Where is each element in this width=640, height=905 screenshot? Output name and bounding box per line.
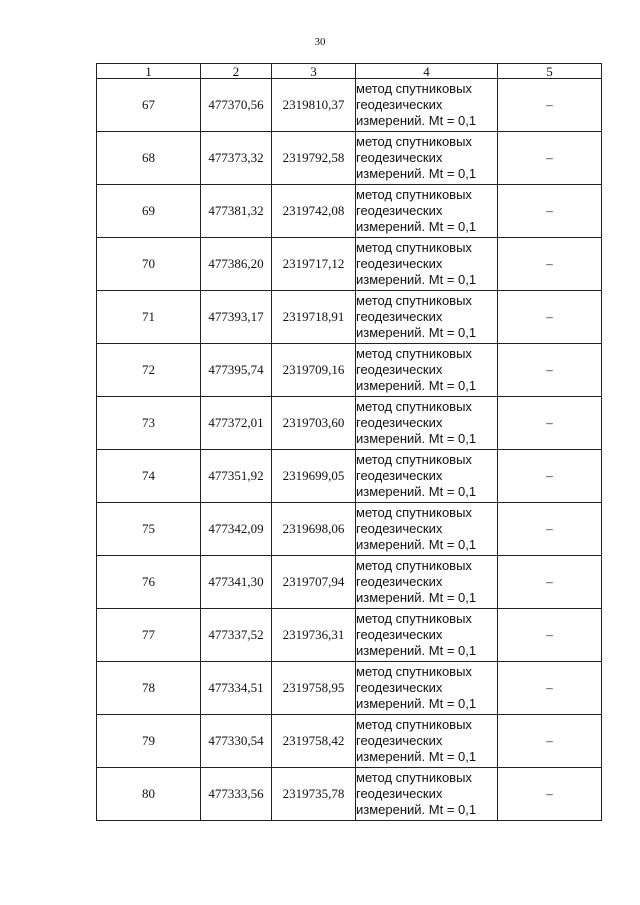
coordinate-y-text: 2319717,12 (282, 256, 345, 271)
method-line-1: метод спутниковых (356, 81, 472, 96)
table-row (97, 609, 602, 662)
table-row (97, 238, 602, 291)
method-line-2: геодезических (356, 468, 443, 483)
coordinate-x-text: 477373,32 (208, 150, 264, 165)
method-line-2: геодезических (356, 627, 443, 642)
point-number (97, 238, 201, 291)
method-line-3: измерений. Mt = 0,1 (356, 537, 477, 552)
table-row (97, 556, 602, 609)
method-description (356, 238, 498, 291)
coordinate-y-text: 2319758,95 (282, 680, 345, 695)
point-number-text: 77 (142, 627, 155, 642)
method-line-1: метод спутниковых (356, 187, 472, 202)
column-header-5: 5 (498, 64, 602, 79)
table-row (97, 450, 602, 503)
table-row (97, 768, 602, 821)
table-row (97, 291, 602, 344)
table-body (97, 79, 602, 821)
method-line-2: геодезических (356, 574, 443, 589)
coordinate-y (272, 662, 356, 715)
coordinate-y (272, 291, 356, 344)
coordinate-y-text: 2319735,78 (282, 786, 345, 801)
coordinate-x-text: 477370,56 (208, 97, 264, 112)
coordinate-y (272, 715, 356, 768)
method-line-1: метод спутниковых (356, 558, 472, 573)
note-text: – (546, 97, 553, 112)
coordinate-y (272, 79, 356, 132)
table-row (97, 344, 602, 397)
point-number-text: 76 (142, 574, 155, 589)
point-number (97, 609, 201, 662)
method-line-2: геодезических (356, 786, 443, 801)
note (498, 556, 602, 609)
note-text: – (546, 627, 553, 642)
method-line-3: измерений. Mt = 0,1 (356, 696, 477, 711)
column-header-4: 4 (356, 64, 498, 79)
note (498, 503, 602, 556)
header-row (97, 64, 602, 79)
note (498, 450, 602, 503)
point-number (97, 132, 201, 185)
coordinate-x (201, 79, 272, 132)
point-number (97, 291, 201, 344)
point-number-text: 67 (142, 97, 155, 112)
point-number-text: 74 (142, 468, 155, 483)
method-line-1: метод спутниковых (356, 664, 472, 679)
coordinate-x-text: 477342,09 (208, 521, 264, 536)
coordinate-x-text: 477351,92 (208, 468, 264, 483)
table-row (97, 79, 602, 132)
coordinate-y (272, 768, 356, 821)
coordinate-y (272, 450, 356, 503)
coordinate-x-text: 477337,52 (208, 627, 264, 642)
note-text: – (546, 468, 553, 483)
coordinate-y (272, 397, 356, 450)
method-line-3: измерений. Mt = 0,1 (356, 166, 477, 181)
note-text: – (546, 150, 553, 165)
note-text: – (546, 309, 553, 324)
point-number-text: 78 (142, 680, 155, 695)
coordinate-x (201, 185, 272, 238)
coordinate-y-text: 2319758,42 (282, 733, 345, 748)
method-line-2: геодезических (356, 733, 443, 748)
coordinate-x-text: 477334,51 (208, 680, 264, 695)
column-header-2: 2 (201, 64, 272, 79)
method-description (356, 556, 498, 609)
point-number (97, 556, 201, 609)
note (498, 662, 602, 715)
coordinate-x-text: 477330,54 (208, 733, 264, 748)
method-line-1: метод спутниковых (356, 770, 472, 785)
coordinate-y (272, 503, 356, 556)
method-line-3: измерений. Mt = 0,1 (356, 378, 477, 393)
method-line-1: метод спутниковых (356, 452, 472, 467)
method-line-2: геодезических (356, 362, 443, 377)
note (498, 79, 602, 132)
note-text: – (546, 786, 553, 801)
method-line-3: измерений. Mt = 0,1 (356, 643, 477, 658)
point-number-text: 69 (142, 203, 155, 218)
point-number (97, 768, 201, 821)
method-line-2: геодезических (356, 150, 443, 165)
table-row (97, 185, 602, 238)
table-row (97, 503, 602, 556)
coordinate-y-text: 2319703,60 (282, 415, 345, 430)
coordinate-y-text: 2319699,05 (282, 468, 345, 483)
point-number (97, 185, 201, 238)
coordinate-x-text: 477341,30 (208, 574, 264, 589)
note (498, 291, 602, 344)
coordinate-x (201, 450, 272, 503)
coordinate-y-text: 2319792,58 (282, 150, 345, 165)
point-number-text: 70 (142, 256, 155, 271)
method-description (356, 503, 498, 556)
table-row (97, 715, 602, 768)
coordinate-x-text: 477381,32 (208, 203, 264, 218)
coordinates-table (96, 63, 602, 821)
point-number (97, 662, 201, 715)
method-description (356, 344, 498, 397)
note-text: – (546, 574, 553, 589)
coordinate-x-text: 477333,56 (208, 786, 264, 801)
coordinate-y-text: 2319718,91 (282, 309, 345, 324)
column-header-1: 1 (97, 64, 201, 79)
method-line-1: метод спутниковых (356, 134, 472, 149)
coordinate-y (272, 609, 356, 662)
method-line-1: метод спутниковых (356, 346, 472, 361)
coordinate-x-text: 477386,20 (208, 256, 264, 271)
coordinate-y-text: 2319736,31 (282, 627, 345, 642)
method-line-1: метод спутниковых (356, 240, 472, 255)
coordinate-x (201, 609, 272, 662)
method-line-1: метод спутниковых (356, 399, 472, 414)
note-text: – (546, 256, 553, 271)
note (498, 132, 602, 185)
coordinate-y-text: 2319742,08 (282, 203, 345, 218)
method-line-1: метод спутниковых (356, 505, 472, 520)
note-text: – (546, 521, 553, 536)
coordinate-y-text: 2319698,06 (282, 521, 345, 536)
table-row (97, 662, 602, 715)
point-number-text: 68 (142, 150, 155, 165)
note (498, 715, 602, 768)
point-number (97, 79, 201, 132)
note (498, 238, 602, 291)
method-line-1: метод спутниковых (356, 293, 472, 308)
coordinate-x (201, 291, 272, 344)
point-number-text: 79 (142, 733, 155, 748)
method-line-3: измерений. Mt = 0,1 (356, 272, 477, 287)
method-line-2: геодезических (356, 203, 443, 218)
coordinate-y-text: 2319810,37 (282, 97, 345, 112)
point-number (97, 397, 201, 450)
point-number-text: 72 (142, 362, 155, 377)
coordinate-x (201, 397, 272, 450)
coordinate-y (272, 132, 356, 185)
note (498, 344, 602, 397)
method-description (356, 79, 498, 132)
method-line-3: измерений. Mt = 0,1 (356, 590, 477, 605)
method-line-2: геодезических (356, 97, 443, 112)
note-text: – (546, 733, 553, 748)
method-line-3: измерений. Mt = 0,1 (356, 431, 477, 446)
coordinate-x (201, 344, 272, 397)
method-line-2: геодезических (356, 415, 443, 430)
coordinate-y (272, 185, 356, 238)
method-line-2: геодезических (356, 521, 443, 536)
coordinate-y (272, 344, 356, 397)
point-number (97, 344, 201, 397)
method-line-3: измерений. Mt = 0,1 (356, 802, 477, 817)
method-description (356, 397, 498, 450)
note-text: – (546, 203, 553, 218)
column-header-3: 3 (272, 64, 356, 79)
point-number-text: 80 (142, 786, 155, 801)
method-description (356, 609, 498, 662)
note-text: – (546, 680, 553, 695)
coordinate-x-text: 477395,74 (208, 362, 264, 377)
coordinate-x-text: 477393,17 (208, 309, 264, 324)
method-line-3: измерений. Mt = 0,1 (356, 219, 477, 234)
point-number-text: 71 (142, 309, 155, 324)
method-line-2: геодезических (356, 680, 443, 695)
method-description (356, 291, 498, 344)
coordinate-y-text: 2319709,16 (282, 362, 345, 377)
note (498, 768, 602, 821)
method-description (356, 768, 498, 821)
method-line-3: измерений. Mt = 0,1 (356, 113, 477, 128)
coordinate-x (201, 503, 272, 556)
method-line-1: метод спутниковых (356, 717, 472, 732)
page-number: 30 (314, 36, 326, 48)
method-line-3: измерений. Mt = 0,1 (356, 749, 477, 764)
method-description (356, 450, 498, 503)
coordinate-y (272, 238, 356, 291)
note (498, 185, 602, 238)
method-line-2: геодезических (356, 256, 443, 271)
coordinate-x (201, 238, 272, 291)
method-description (356, 185, 498, 238)
point-number (97, 450, 201, 503)
method-line-1: метод спутниковых (356, 611, 472, 626)
method-line-3: измерений. Mt = 0,1 (356, 325, 477, 340)
method-description (356, 662, 498, 715)
note-text: – (546, 415, 553, 430)
note-text: – (546, 362, 553, 377)
coordinate-x-text: 477372,01 (208, 415, 264, 430)
method-line-2: геодезических (356, 309, 443, 324)
coordinate-y (272, 556, 356, 609)
point-number (97, 715, 201, 768)
coordinate-x (201, 662, 272, 715)
table-row (97, 397, 602, 450)
table-row (97, 132, 602, 185)
note (498, 397, 602, 450)
point-number-text: 73 (142, 415, 155, 430)
coordinate-y-text: 2319707,94 (282, 574, 345, 589)
method-description (356, 715, 498, 768)
coordinate-x (201, 715, 272, 768)
coordinate-x (201, 768, 272, 821)
point-number-text: 75 (142, 521, 155, 536)
note (498, 609, 602, 662)
coordinate-x (201, 556, 272, 609)
method-line-3: измерений. Mt = 0,1 (356, 484, 477, 499)
point-number (97, 503, 201, 556)
coordinate-x (201, 132, 272, 185)
method-description (356, 132, 498, 185)
